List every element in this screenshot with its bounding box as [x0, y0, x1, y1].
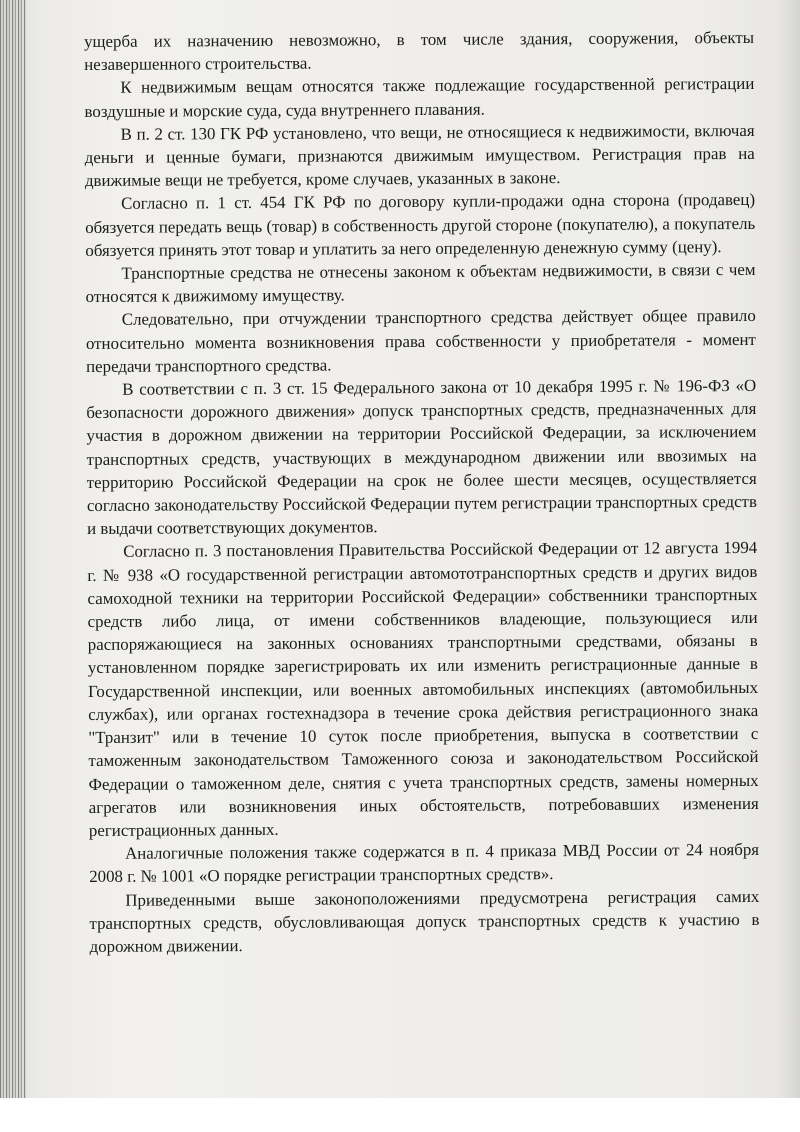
document-body	[84, 26, 760, 958]
paragraph: Приведенными выше законоположениями предусмотрена регистрация самих транспортных средств, обусловливающая допуск транспортных средств к участию в дорожном движении.	[89, 886, 760, 956]
paragraph: В соответствии с п. 3 ст. 15 Федерального закона от 10 декабря 1995 г. № 196-ФЗ «О безопасности дорожного движения» допуск транспортных средств, предназначенных для участия в дорожном движении на территории Российской Федерации, за исключением транспортных средств, участвующих в международном движении или ввозимых на территорию Российской Федерации на срок не более шести месяцев, осуществляется согласно законодательству Российской Федерации путем регистрации транспортных средств и выдачи соответствующих документов.	[86, 375, 757, 539]
paragraph: Следовательно, при отчуждении транспортного средства действует общее правило относительно момента возникновения права собственности у приобретателя - момент передачи транспортного средства.	[85, 306, 756, 376]
right-edge-shadow	[778, 0, 800, 1098]
paragraph: ущерба их назначению невозможно, в том числе здания, сооружения, объекты незавершенного строительства.	[84, 27, 755, 75]
paragraph: Транспортные средства не отнесены законом к объектам недвижимости, в связи с чем относятся к движимому имуществу.	[85, 259, 756, 307]
paragraph: Согласно п. 3 постановления Правительства Российской Федерации от 12 августа 1994 г. № 938 «О государственной регистрации автомототранспортных средств и других видов самоходной техники на территории Российской Федерации» собственники транспортных средств либо лица, от имени собственников владеющие, пользующиеся или распоряжающиеся на законных основаниях транспортными средствами, обязаны в установленном порядке зарегистрировать их или изменить регистрационные данные в Государственной инспекции, или военных автомобильных инспекциях (автомобильных службах), или органах гостехнадзора в течение срока действия регистрационного знака "Транзит" или в течение 10 суток после приобретения, выпуска в соответствии с таможенным законодательством Таможенного союза и законодательством Российской Федерации о таможенном деле, снятия с учета транспортных средств, замены номерных агрегатов или возникновения иных обстоятельств, потребовавших изменения регистрационных данных.	[87, 538, 759, 840]
paragraph: Аналогичные положения также содержатся в п. 4 приказа МВД России от 24 ноября 2008 г. № 1001 «О порядке регистрации транспортных средств».	[89, 840, 760, 887]
paragraph: В п. 2 ст. 130 ГК РФ установлено, что вещи, не относящиеся к недвижимости, включая деньги и ценные бумаги, признаются движимым имуществом. Регистрация прав на движимые вещи не требуется, кроме случаев, указанных в законе.	[84, 120, 755, 191]
paragraph: К недвижимым вещам относятся также подлежащие государственной регистрации воздушные и морские суда, суда внутреннего плавания.	[84, 74, 755, 121]
bottom-margin	[0, 1098, 800, 1132]
binding-edge-shadow	[0, 0, 26, 1098]
paragraph: Согласно п. 1 ст. 454 ГК РФ по договору купли-продажи одна сторона (продавец) обязуется передать вещь (товар) в собственность другой стороне (покупателю), а покупатель обязуется принять этот товар и уплатить за него определенную денежную сумму (цену).	[85, 190, 756, 260]
